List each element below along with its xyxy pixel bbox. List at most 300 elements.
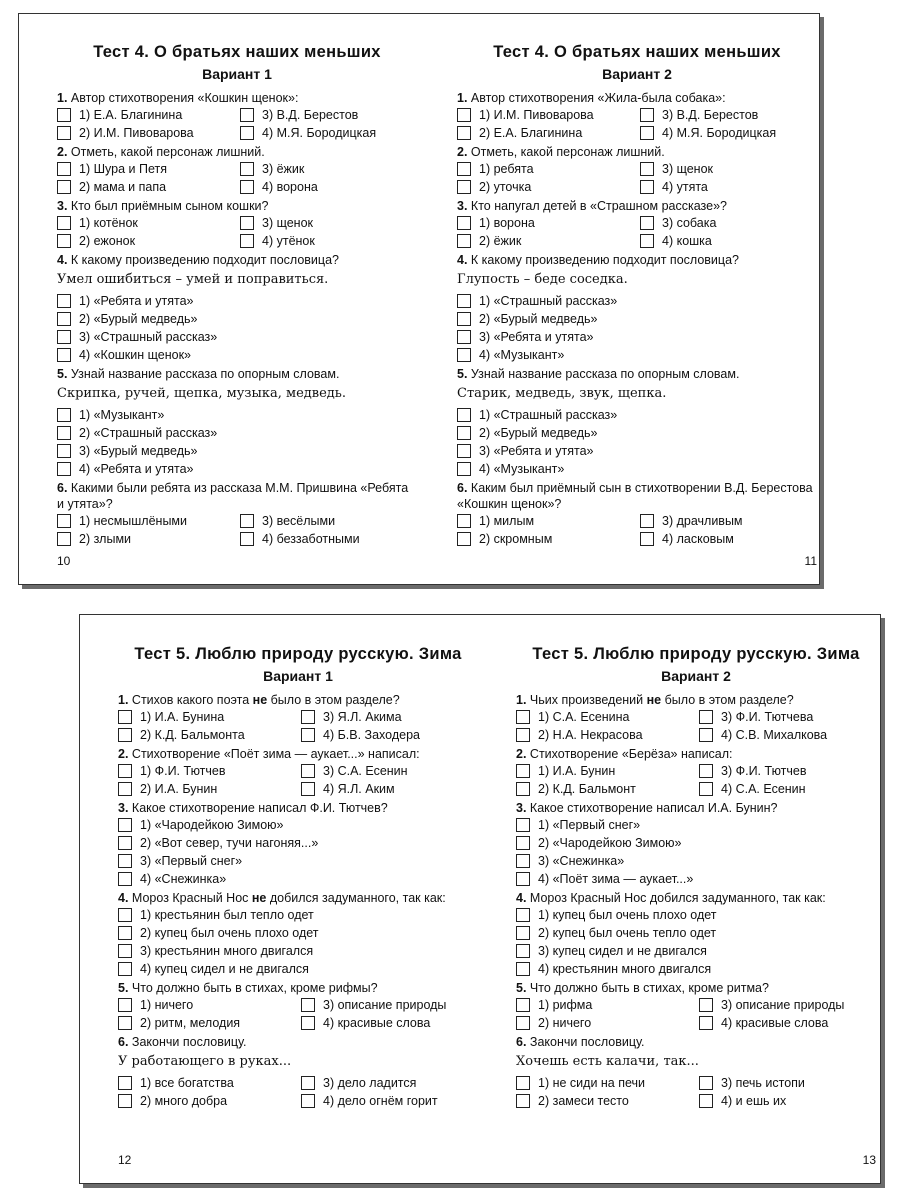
variant-label: Вариант 2: [661, 668, 731, 684]
checkbox[interactable]: [118, 1016, 132, 1030]
checkbox[interactable]: [516, 908, 530, 922]
checkbox[interactable]: [57, 348, 71, 362]
page-number: 10: [57, 554, 71, 568]
answer-option-label: 3) дело ладится: [323, 1075, 417, 1090]
checkbox[interactable]: [516, 926, 530, 940]
checkbox[interactable]: [640, 108, 654, 122]
answer-option[interactable]: [457, 328, 817, 345]
checkbox[interactable]: [457, 126, 471, 140]
checkbox[interactable]: [640, 180, 654, 194]
checkbox[interactable]: [640, 234, 654, 248]
checkbox[interactable]: [457, 234, 471, 248]
answer-option-label: 2) «Бурый медведь»: [479, 311, 598, 326]
answer-option[interactable]: [640, 512, 817, 529]
checkbox[interactable]: [457, 108, 471, 122]
answer-option[interactable]: [516, 762, 693, 779]
question-body-emphasis: не: [252, 693, 268, 707]
answer-option[interactable]: [457, 530, 634, 547]
checkbox[interactable]: [516, 710, 530, 724]
question-2: [457, 144, 817, 195]
answer-option-label: 1) милым: [479, 513, 535, 528]
answer-options: [118, 762, 478, 797]
answer-option[interactable]: [699, 1092, 876, 1109]
checkbox[interactable]: [57, 108, 71, 122]
answer-option[interactable]: [57, 310, 417, 327]
checkbox[interactable]: [457, 348, 471, 362]
answer-option[interactable]: [118, 1092, 295, 1109]
question-text: [118, 890, 478, 906]
answer-option[interactable]: [57, 124, 234, 141]
answer-option[interactable]: [57, 346, 417, 363]
answer-option[interactable]: [457, 442, 817, 459]
answer-option[interactable]: [699, 996, 876, 1013]
checkbox[interactable]: [301, 1076, 315, 1090]
checkbox[interactable]: [516, 854, 530, 868]
answer-option-label: 1) крестьянин был тепло одет: [140, 907, 314, 922]
answer-option[interactable]: [118, 852, 478, 869]
question-number: 2.: [57, 145, 68, 159]
page-number: 12: [118, 1153, 132, 1167]
checkbox[interactable]: [240, 126, 254, 140]
checkbox[interactable]: [118, 944, 132, 958]
answer-option[interactable]: [640, 124, 817, 141]
question-6: [118, 1034, 478, 1109]
answer-option-label: 1) Шура и Петя: [79, 161, 168, 176]
checkbox[interactable]: [457, 408, 471, 422]
answer-option-label: 4) Б.В. Заходера: [323, 727, 420, 742]
answer-option[interactable]: [57, 292, 417, 309]
answer-option[interactable]: [118, 780, 295, 797]
checkbox[interactable]: [516, 1094, 530, 1108]
answer-option-label: 3) щенок: [262, 215, 314, 230]
question-body: Кто напугал детей в «Страшном рассказе»?: [470, 199, 727, 213]
checkbox[interactable]: [240, 532, 254, 546]
answer-option[interactable]: [118, 870, 478, 887]
answer-option[interactable]: [240, 160, 417, 177]
answer-option[interactable]: [457, 460, 817, 477]
answer-option[interactable]: [457, 292, 817, 309]
checkbox[interactable]: [118, 836, 132, 850]
question-3: [516, 800, 876, 887]
question-body: Закончи пословицу.: [131, 1035, 247, 1049]
answer-option-label: 4) «Музыкант»: [479, 461, 565, 476]
answer-option[interactable]: [457, 214, 634, 231]
answer-option[interactable]: [240, 178, 417, 195]
checkbox[interactable]: [118, 782, 132, 796]
checkbox[interactable]: [240, 180, 254, 194]
checkbox[interactable]: [301, 998, 315, 1012]
answer-option[interactable]: [457, 124, 634, 141]
answer-option-label: 3) щенок: [662, 161, 714, 176]
answer-option[interactable]: [301, 762, 478, 779]
checkbox[interactable]: [57, 330, 71, 344]
answer-option-label: 2) уточка: [479, 179, 532, 194]
checkbox[interactable]: [699, 998, 713, 1012]
answer-option-label: 3) С.А. Есенин: [323, 763, 408, 778]
checkbox[interactable]: [457, 514, 471, 528]
answer-option[interactable]: [118, 708, 295, 725]
answer-option[interactable]: [118, 996, 295, 1013]
answer-option[interactable]: [118, 906, 478, 923]
checkbox[interactable]: [57, 294, 71, 308]
answer-options: [516, 762, 876, 797]
answer-option-label: 2) замеси тесто: [538, 1093, 629, 1108]
checkbox[interactable]: [240, 162, 254, 176]
checkbox[interactable]: [516, 836, 530, 850]
checkbox[interactable]: [57, 426, 71, 440]
checkbox[interactable]: [640, 126, 654, 140]
answer-option[interactable]: [301, 996, 478, 1013]
answer-option[interactable]: [640, 160, 817, 177]
answer-option-label: 2) ёжик: [479, 233, 522, 248]
checkbox[interactable]: [118, 926, 132, 940]
answer-option-label: 1) «Музыкант»: [79, 407, 165, 422]
answer-option-label: 4) крестьянин много двигался: [538, 961, 712, 976]
answer-option[interactable]: [516, 996, 693, 1013]
answer-option[interactable]: [57, 406, 417, 423]
checkbox[interactable]: [516, 818, 530, 832]
checkbox[interactable]: [699, 764, 713, 778]
checkbox[interactable]: [301, 728, 315, 742]
answer-option[interactable]: [516, 816, 876, 833]
answer-option[interactable]: [457, 424, 817, 441]
checkbox[interactable]: [516, 1016, 530, 1030]
answer-option[interactable]: [118, 960, 478, 977]
answer-option[interactable]: [640, 232, 817, 249]
checkbox[interactable]: [240, 234, 254, 248]
checkbox[interactable]: [57, 408, 71, 422]
answer-option-label: 2) купец был очень тепло одет: [538, 925, 717, 940]
answer-option-label: 4) «Ребята и утята»: [79, 461, 194, 476]
answer-option[interactable]: [516, 942, 876, 959]
checkbox[interactable]: [516, 998, 530, 1012]
answer-option[interactable]: [118, 1014, 295, 1031]
answer-option[interactable]: [699, 762, 876, 779]
answer-option[interactable]: [516, 924, 876, 941]
answer-option[interactable]: [699, 708, 876, 725]
answer-option-label: 4) «Поёт зима — аукает...»: [538, 871, 694, 886]
question-number: 3.: [457, 199, 468, 213]
answer-option-label: 3) «Бурый медведь»: [79, 443, 198, 458]
question-body: Какое стихотворение написал Ф.И. Тютчев?: [131, 801, 388, 815]
answer-option[interactable]: [240, 530, 417, 547]
checkbox[interactable]: [640, 514, 654, 528]
answer-option[interactable]: [57, 160, 234, 177]
question-text: [516, 746, 876, 762]
answer-option[interactable]: [301, 1092, 478, 1109]
answer-option[interactable]: [57, 530, 234, 547]
checkbox[interactable]: [57, 216, 71, 230]
answer-option[interactable]: [240, 106, 417, 123]
question-quote: Старик, медведь, звук, щепка.: [457, 386, 667, 401]
checkbox[interactable]: [457, 180, 471, 194]
answer-option[interactable]: [516, 834, 876, 851]
answer-option-label: 4) С.В. Михалкова: [721, 727, 828, 742]
answer-option[interactable]: [301, 780, 478, 797]
question-3: [118, 800, 478, 887]
answer-options: [118, 996, 478, 1031]
checkbox[interactable]: [301, 764, 315, 778]
answer-option[interactable]: [301, 1014, 478, 1031]
checkbox[interactable]: [457, 216, 471, 230]
answer-option-label: 3) описание природы: [323, 997, 447, 1012]
question-body: Что должно быть в стихах, кроме ритма?: [529, 981, 769, 995]
answer-option[interactable]: [457, 406, 817, 423]
answer-option[interactable]: [57, 460, 417, 477]
answer-options: [516, 996, 876, 1031]
answer-option[interactable]: [301, 708, 478, 725]
question-number: 4.: [118, 891, 129, 905]
answer-option-label: 3) Ф.И. Тютчева: [721, 709, 814, 724]
checkbox[interactable]: [57, 444, 71, 458]
answer-option[interactable]: [301, 1074, 478, 1091]
answer-option[interactable]: [516, 726, 693, 743]
checkbox[interactable]: [118, 998, 132, 1012]
checkbox[interactable]: [118, 764, 132, 778]
checkbox[interactable]: [516, 872, 530, 886]
answer-option[interactable]: [516, 708, 693, 725]
question-text: [118, 692, 478, 708]
answer-option[interactable]: [457, 160, 634, 177]
question-body: Стихотворение «Берёза» написал:: [529, 747, 733, 761]
answer-option[interactable]: [516, 960, 876, 977]
question-4: [457, 252, 817, 363]
answer-option[interactable]: [57, 424, 417, 441]
checkbox[interactable]: [57, 234, 71, 248]
question-2: [516, 746, 876, 797]
question-3: [57, 198, 417, 249]
answer-options: [118, 906, 478, 977]
checkbox[interactable]: [457, 312, 471, 326]
answer-options: [457, 512, 817, 547]
checkbox[interactable]: [457, 462, 471, 476]
answer-option[interactable]: [118, 762, 295, 779]
question-number: 3.: [57, 199, 68, 213]
question-text: [516, 890, 876, 906]
answer-option-label: 4) М.Я. Бородицкая: [262, 125, 377, 140]
question-number: 1.: [118, 693, 129, 707]
page-12: [118, 615, 478, 1183]
answer-option-label: 4) дело огнём горит: [323, 1093, 438, 1108]
answer-option-label: 2) И.А. Бунин: [140, 781, 218, 796]
question-6: [457, 480, 817, 547]
question-text: [118, 746, 478, 762]
checkbox[interactable]: [240, 216, 254, 230]
answer-option[interactable]: [57, 178, 234, 195]
answer-option-label: 2) ничего: [538, 1015, 592, 1030]
answer-option-label: 3) драчливым: [662, 513, 743, 528]
checkbox[interactable]: [516, 728, 530, 742]
answer-option[interactable]: [57, 232, 234, 249]
answer-option[interactable]: [640, 530, 817, 547]
answer-option[interactable]: [457, 512, 634, 529]
question-4: [516, 890, 876, 977]
answer-option[interactable]: [640, 178, 817, 195]
answer-option[interactable]: [516, 780, 693, 797]
answer-option[interactable]: [699, 780, 876, 797]
answer-option[interactable]: [240, 124, 417, 141]
answer-option-label: 3) собака: [662, 215, 717, 230]
answer-option-label: 1) И.А. Бунин: [538, 763, 616, 778]
checkbox[interactable]: [118, 962, 132, 976]
question-body: Кто был приёмным сыном кошки?: [70, 199, 269, 213]
answer-option-label: 1) купец был очень плохо одет: [538, 907, 717, 922]
answer-option[interactable]: [240, 232, 417, 249]
checkbox[interactable]: [457, 330, 471, 344]
answer-option[interactable]: [516, 906, 876, 923]
answer-option-label: 4) беззаботными: [262, 531, 360, 546]
answer-option-label: 4) утёнок: [262, 233, 315, 248]
answer-option[interactable]: [118, 816, 478, 833]
question-text: [57, 90, 417, 106]
answer-option[interactable]: [57, 328, 417, 345]
checkbox[interactable]: [240, 108, 254, 122]
variant-label: Вариант 2: [602, 66, 672, 82]
checkbox[interactable]: [516, 944, 530, 958]
checkbox[interactable]: [640, 162, 654, 176]
checkbox[interactable]: [516, 782, 530, 796]
question-number: 1.: [57, 91, 68, 105]
answer-option[interactable]: [240, 214, 417, 231]
checkbox[interactable]: [516, 962, 530, 976]
checkbox[interactable]: [57, 532, 71, 546]
answer-option-label: 4) «Снежинка»: [140, 871, 227, 886]
answer-option[interactable]: [57, 106, 234, 123]
checkbox[interactable]: [699, 1094, 713, 1108]
answer-option-label: 2) «Чародейкою Зимою»: [538, 835, 682, 850]
answer-option[interactable]: [516, 1092, 693, 1109]
checkbox[interactable]: [516, 764, 530, 778]
question-number: 1.: [457, 91, 468, 105]
checkbox[interactable]: [457, 444, 471, 458]
answer-option[interactable]: [57, 214, 234, 231]
question-number: 4.: [457, 253, 468, 267]
question-text: [118, 800, 478, 816]
answer-option[interactable]: [699, 1074, 876, 1091]
checkbox[interactable]: [118, 872, 132, 886]
checkbox[interactable]: [699, 1076, 713, 1090]
checkbox[interactable]: [301, 710, 315, 724]
checkbox[interactable]: [301, 782, 315, 796]
question-text: [57, 366, 417, 382]
checkbox[interactable]: [457, 532, 471, 546]
checkbox[interactable]: [457, 294, 471, 308]
answer-option-label: 1) все богатства: [140, 1075, 234, 1090]
checkbox[interactable]: [57, 162, 71, 176]
answer-option[interactable]: [699, 1014, 876, 1031]
checkbox[interactable]: [699, 710, 713, 724]
answer-option-label: 3) «Ребята и утята»: [479, 329, 594, 344]
question-text: [457, 480, 817, 512]
answer-option[interactable]: [57, 442, 417, 459]
checkbox[interactable]: [699, 1016, 713, 1030]
answer-option-label: 2) много добра: [140, 1093, 228, 1108]
checkbox[interactable]: [240, 514, 254, 528]
question-2: [118, 746, 478, 797]
question-5: [118, 980, 478, 1031]
test-title: Тест 5. Люблю природу русскую. Зима: [532, 645, 860, 663]
checkbox[interactable]: [57, 514, 71, 528]
checkbox[interactable]: [118, 728, 132, 742]
answer-options: [57, 214, 417, 249]
checkbox[interactable]: [640, 216, 654, 230]
question-3: [457, 198, 817, 249]
checkbox[interactable]: [640, 532, 654, 546]
answer-option[interactable]: [301, 726, 478, 743]
checkbox[interactable]: [301, 1094, 315, 1108]
question-body: Автор стихотворения «Жила-была собака»:: [470, 91, 726, 105]
checkbox[interactable]: [57, 312, 71, 326]
question-body-post: было в этом разделе?: [267, 693, 400, 707]
checkbox[interactable]: [118, 1094, 132, 1108]
checkbox[interactable]: [118, 908, 132, 922]
answer-option[interactable]: [118, 726, 295, 743]
page-13: [516, 615, 876, 1183]
checkbox[interactable]: [516, 1076, 530, 1090]
answer-options: [516, 816, 876, 887]
answer-option[interactable]: [118, 924, 478, 941]
answer-option-label: 3) Я.Л. Акима: [323, 709, 402, 724]
answer-option-label: 3) описание природы: [721, 997, 845, 1012]
answer-option[interactable]: [457, 106, 634, 123]
checkbox[interactable]: [57, 126, 71, 140]
answer-option[interactable]: [516, 870, 876, 887]
answer-option[interactable]: [118, 942, 478, 959]
answer-option-label: 1) ребята: [479, 161, 534, 176]
answer-option-label: 2) скромным: [479, 531, 553, 546]
answer-option[interactable]: [640, 106, 817, 123]
answer-option[interactable]: [699, 726, 876, 743]
checkbox[interactable]: [301, 1016, 315, 1030]
checkbox[interactable]: [457, 162, 471, 176]
answer-option[interactable]: [118, 834, 478, 851]
answer-option[interactable]: [57, 512, 234, 529]
checkbox[interactable]: [118, 818, 132, 832]
question-body: Каким был приёмный сын в стихотворении В.Д. Берестова «Кошкин щенок»?: [457, 481, 813, 511]
checkbox[interactable]: [118, 710, 132, 724]
answer-option[interactable]: [516, 1074, 693, 1091]
answer-option[interactable]: [457, 346, 817, 363]
answer-option[interactable]: [457, 178, 634, 195]
answer-option[interactable]: [516, 1014, 693, 1031]
checkbox[interactable]: [118, 854, 132, 868]
question-body: Отметь, какой персонаж лишний.: [470, 145, 665, 159]
answer-options: [457, 292, 817, 363]
checkbox[interactable]: [457, 426, 471, 440]
answer-options: [457, 106, 817, 141]
checkbox[interactable]: [57, 180, 71, 194]
checkbox[interactable]: [699, 728, 713, 742]
answer-option[interactable]: [640, 214, 817, 231]
question-body: Какое стихотворение написал И.А. Бунин?: [529, 801, 778, 815]
answer-options: [457, 406, 817, 477]
answer-option[interactable]: [516, 852, 876, 869]
spread-tests-5: [79, 614, 881, 1184]
answer-option-label: 2) «Бурый медведь»: [79, 311, 198, 326]
answer-option[interactable]: [457, 310, 817, 327]
checkbox[interactable]: [118, 1076, 132, 1090]
answer-option-label: 3) Ф.И. Тютчев: [721, 763, 807, 778]
answer-option[interactable]: [457, 232, 634, 249]
question-5: [516, 980, 876, 1031]
checkbox[interactable]: [57, 462, 71, 476]
answer-options: [118, 816, 478, 887]
answer-option[interactable]: [118, 1074, 295, 1091]
checkbox[interactable]: [699, 782, 713, 796]
answer-option[interactable]: [240, 512, 417, 529]
question-6: [57, 480, 417, 547]
question-6: [516, 1034, 876, 1109]
